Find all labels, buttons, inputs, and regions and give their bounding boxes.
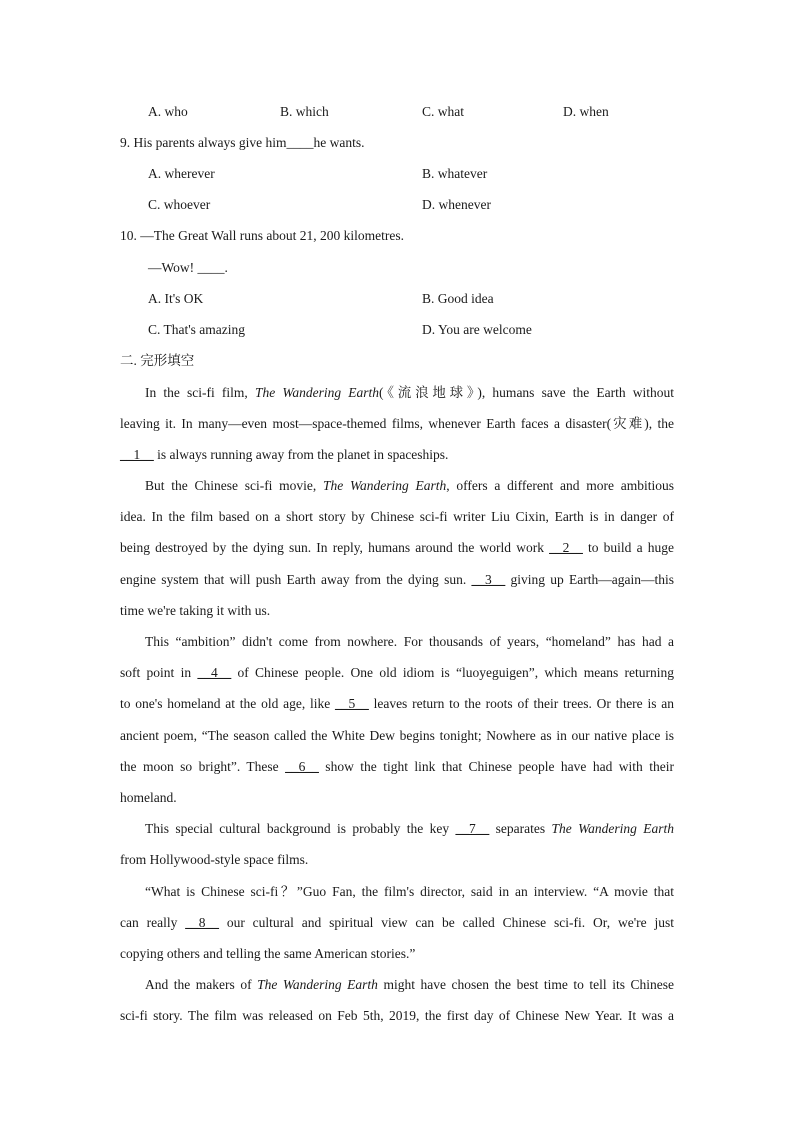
q10-stem: 10. —The Great Wall runs about 21, 200 kilometres. [120,228,404,243]
q8-option-d: D. when [563,104,609,119]
p3-line-6: homeland. [120,790,177,805]
q9-option-c: C. whoever [148,197,211,212]
blank-5: __5__ [335,696,369,711]
p6-line-2: sci-fi story. The film was released on Feb 5th, 2019, the first day of Chinese New Year. It was a [120,1008,674,1023]
p2-line-3: being destroyed by the dying sun. In reply, humans around the world work __2__ to build a huge [120,540,674,555]
p1-line-1: In the sci-fi film, The Wandering Earth(《流浪地球》), humans save the Earth without [145,385,674,400]
p3-line-1: This “ambition” didn't come from nowhere. For thousands of years, “homeland” has had a [145,634,674,649]
blank-8: __8__ [185,915,219,930]
q9-stem: 9. His parents always give him____he wants. [120,135,365,150]
q10-option-a: A. It's OK [148,291,204,306]
p6-line-1: And the makers of The Wandering Earth might have chosen the best time to tell its Chinese [145,977,674,992]
p4-line-2: from Hollywood-style space films. [120,852,309,867]
q8-option-c: C. what [422,104,464,119]
q10-option-b: B. Good idea [422,291,494,306]
p3-line-3: to one's homeland at the old age, like __5__ leaves return to the roots of their trees. Or there is an [120,696,674,711]
p3-line-2: soft point in __4__ of Chinese people. One old idiom is “luoyeguigen”, which means returning [120,665,674,680]
q9-option-b: B. whatever [422,166,488,181]
p5-line-2: can really __8__ our cultural and spiritual view can be called Chinese sci-fi. Or, we're just [120,915,674,930]
p3-line-5: the moon so bright”. These __6__ show the tight link that Chinese people have had with their [120,759,674,774]
q9-option-d: D. whenever [422,197,491,212]
p1-line-3: __1__ is always running away from the planet in spaceships. [120,447,449,462]
blank-7: __7__ [455,821,490,836]
blank-1: __1__ [120,447,154,462]
p2-line-1: But the Chinese sci-fi movie, The Wandering Earth, offers a different and more ambitious [145,478,674,493]
blank-4: __4__ [197,665,232,680]
q9-option-a: A. wherever [148,166,215,181]
p5-line-1: “What is Chinese sci-fi？”Guo Fan, the film's director, said in an interview. “A movie that [145,884,674,899]
q10-option-c: C. That's amazing [148,322,246,337]
blank-6: __6__ [285,759,319,774]
q10-option-d: D. You are welcome [422,322,532,337]
section-heading: 二. 完形填空 [120,353,195,368]
p2-line-2: idea. In the film based on a short story by Chinese sci-fi writer Liu Cixin, Earth is in danger of [120,509,674,524]
p1-line-2: leaving it. In many—even most—space-themed films, whenever Earth faces a disaster(灾难), the [120,416,674,431]
p3-line-4: ancient poem, “The season called the White Dew begins tonight; Nowhere as in our native place is [120,728,674,743]
p4-line-1: This special cultural background is probably the key __7__ separates The Wandering Earth [145,821,675,836]
blank-3: __3__ [471,572,506,587]
q8-option-a: A. who [148,104,188,119]
p5-line-3: copying others and telling the same American stories.” [120,946,416,961]
q8-option-b: B. which [280,104,329,119]
q10-reply: —Wow! ____. [148,260,228,275]
p2-line-5: time we're taking it with us. [120,603,271,618]
p2-line-4: engine system that will push Earth away from the dying sun. __3__ giving up Earth—again—this [120,572,674,587]
blank-2: __2__ [549,540,583,555]
